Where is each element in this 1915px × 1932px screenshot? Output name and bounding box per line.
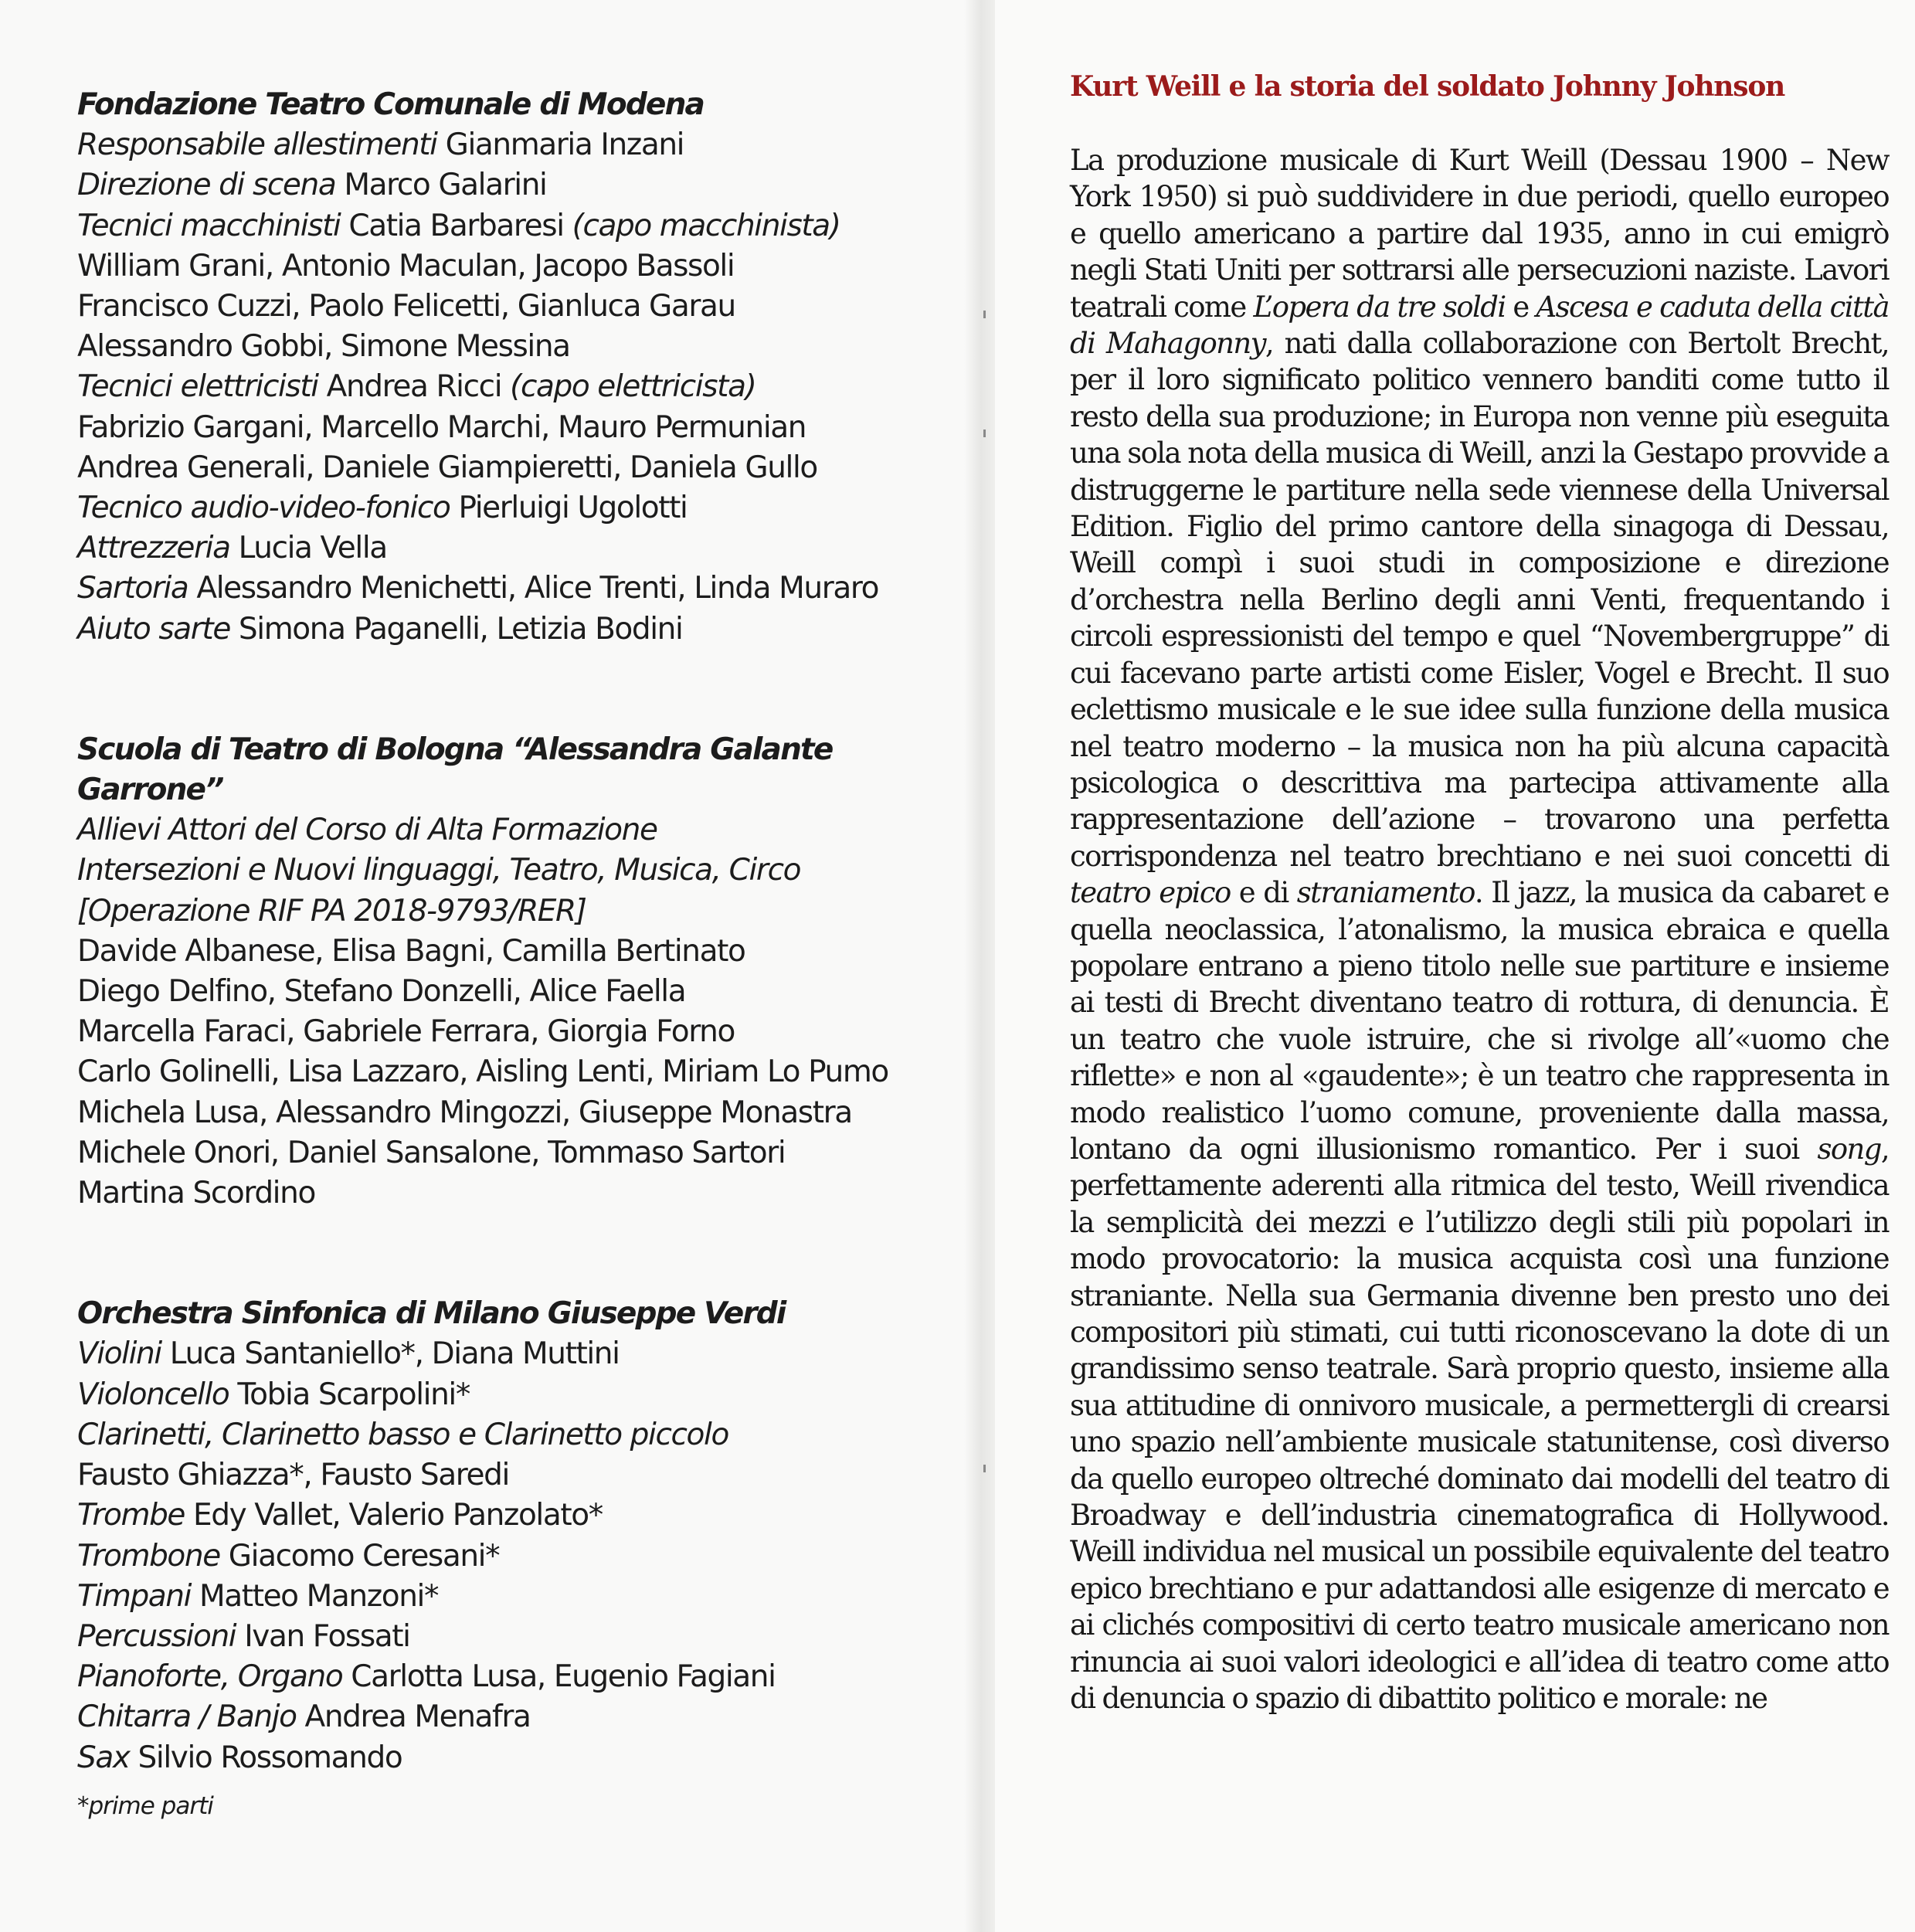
credit-line [77,1738,942,1778]
credit-note: (capo macchinista) [572,208,840,243]
essay-text-run: e di [1230,876,1297,910]
essay-italic-run: teatro epico [1070,876,1231,910]
scan-mark [983,311,986,318]
credit-line [77,1657,942,1697]
credit-names: William Grani, Antonio Maculan, Jacopo Bassoli [77,248,735,284]
credit-names: Davide Albanese, Elisa Bagni, Camilla Bertinato [77,933,745,969]
essay-italic-run: song [1817,1132,1881,1166]
credit-line [77,125,942,165]
credit-role: Allievi Attori del Corso di Alta Formazione [77,813,657,848]
credit-line [77,528,942,569]
credit-role: Timpani [77,1578,192,1614]
credit-role: Tecnici elettricisti [77,369,318,405]
credit-line [77,448,942,488]
credit-line [77,1617,942,1657]
credit-role: Pianoforte, Organo [77,1659,343,1695]
credit-role: Tecnici macchinisti [77,208,341,243]
credit-names: Matteo Manzoni* [191,1578,439,1614]
essay-text-run: e [1505,290,1536,324]
credit-line [77,1375,942,1415]
essay-body [1070,142,1889,1716]
credit-line [77,1496,942,1536]
essay-text-run: , perfettamente aderenti alla ritmica del testo, Weill rivendica la semplicità dei mezzi e l’utilizzo degli stili più popolari in modo provocatorio: la musica acquista così una funzione straniante. Nella sua Germania divenne ben presto uno dei compositori più stimati, cui tutti riconoscevano la dote di un grandissimo senso teatrale. Sarà proprio questo, insieme alla sua attitudine di onnivoro musicale, a permettergli di crearsi uno spazio nell’ambiente musicale statunitense, così diverso da quello europeo oltreché dominato dai modelli del teatro di Broadway e dell’industria cinematografica di Hollywood. Weill individua nel musical un possibile equivalente del teatro epico brechtiano e pur adattandosi alle esigenze di mercato e ai clichés compositivi di certo teatro musicale americano non rinuncia ai suoi valori ideologici e all’idea di teatro come atto di denuncia o spazio di dibattito politico e morale: ne [1070,1132,1889,1716]
credit-names: Andrea Ricci [317,369,511,405]
scan-mark [983,430,986,437]
credit-line [77,287,942,327]
credit-names: Gianmaria Inzani [436,127,684,163]
credit-role: Sax [77,1740,130,1775]
credit-line [77,609,942,650]
credit-names: Martina Scordino [77,1176,315,1211]
credit-role: Trombe [77,1498,185,1533]
credit-names: Simona Paganelli, Letizia Bodini [229,611,683,647]
credits-group [77,1294,942,1778]
credit-names: Francisco Cuzzi, Paolo Felicetti, Gianluca Garau [77,289,735,324]
credit-role: Tecnico audio-video-fonico [77,491,450,526]
credits-column [77,85,942,1859]
credit-role: Attrezzeria [77,531,230,566]
essay-paragraph [1070,142,1889,1716]
credit-role: Chitarra / Banjo [77,1699,297,1735]
credit-names: Ivan Fossati [236,1618,410,1654]
credit-role: Violoncello [77,1377,229,1412]
credit-role: Clarinetti, Clarinetto basso e Clarinetto piccolo [77,1417,728,1452]
credit-line [77,1334,942,1374]
essay-title: Kurt Weill e la storia del soldato Johnny Johnson [1070,70,1785,103]
essay [1070,68,1889,1716]
group-title: Orchestra Sinfonica di Milano Giuseppe Verdi [77,1296,786,1332]
scan-mark [983,1465,986,1472]
credits-group [77,85,942,650]
essay-italic-run: L’opera da tre soldi [1253,290,1506,324]
credit-names: Fausto Ghiazza*, Fausto Saredi [77,1458,509,1493]
credit-role: Sartoria [77,571,188,606]
credit-names: Marcella Faraci, Gabriele Ferrara, Giorgia Forno [77,1014,735,1050]
credit-names: Carlotta Lusa, Eugenio Fagiani [342,1659,776,1695]
credit-names: Fabrizio Gargani, Marcello Marchi, Mauro Permunian [77,409,806,445]
credit-role: Aiuto sarte [77,611,230,647]
credit-line [77,165,942,205]
credit-names: Alessandro Menichetti, Alice Trenti, Linda Muraro [188,571,879,606]
credit-names: Diego Delfino, Stefano Donzelli, Alice Faella [77,974,686,1010]
credit-line [77,1697,942,1737]
credit-role: Trombone [77,1538,220,1574]
credit-line [77,1415,942,1455]
credit-line [77,1577,942,1617]
credit-names: Michela Lusa, Alessandro Mingozzi, Giuseppe Monastra [77,1095,852,1130]
credit-names: Andrea Generali, Daniele Giampieretti, Daniela Gullo [77,450,817,485]
credit-line [77,1052,942,1092]
essay-text-run: , nati dalla collaborazione con Bertolt Brecht, per il loro significato politico vennero banditi come tutto il resto della sua produzione; in Europa non venne più eseguita una sola nota della musica di Weill, anzi la Gestapo provvide a distruggerne le partiture nella sede viennese della Universal Edition. Figlio del primo cantore della sinagoga di Dessau, Weill compì i suoi studi in composizione e direzione d’orchestra nella Berlino degli anni Venti, frequentando i circoli espressionisti del tempo e quel “Novembergruppe” di cui facevano parte artisti come Eisler, Vogel e Brecht. Il suo eclettismo musicale e le sue idee sulla funzione della musica nel teatro moderno – la musica non ha più alcuna capacità psicologica o descrittiva ma partecipa attivamente alla rappresentazione dell’azione – trovarono una perfetta corrispondenza nel teatro brechtiano e nei suoi concetti di [1070,327,1890,873]
credits-group [77,730,942,1214]
credit-names: Alessandro Gobbi, Simone Messina [77,329,570,365]
credit-line [77,1133,942,1173]
essay-text-run: . Il jazz, la musica da cabaret e quella neoclassica, l’atonalismo, la musica ebraica e quella popolare entrano a pieno titolo nelle sue partiture e insieme ai testi di Brecht diventano teatro di rottura, di denuncia. È un teatro che vuole istruire, che si rivolge all’«uomo che riflette» e non al «gaudente»; è un teatro che rappresenta in modo realistico l’uomo comune, proveniente dalla massa, lontano da ogni illusionismo romantico. Per i suoi [1070,876,1889,1166]
credit-line [77,810,942,851]
credit-line [77,246,942,287]
group-title: Scuola di Teatro di Bologna “Alessandra Galante Garrone” [77,732,833,808]
credit-line [77,408,942,448]
credit-role: Responsabile allestimenti [77,127,437,163]
footnote: *prime parti [77,1792,213,1820]
credit-line [77,1536,942,1577]
credit-line [77,1455,942,1496]
credit-line [77,972,942,1012]
credit-line [77,1093,942,1133]
credit-names: Giacomo Ceresani* [219,1538,500,1574]
credit-line [77,327,942,367]
credit-role: [Operazione RIF PA 2018-9793/RER] [77,893,586,929]
essay-italic-run: straniamento [1296,876,1475,910]
page-gutter [964,0,995,1932]
credit-role: Direzione di scena [77,168,336,203]
credit-role: Violini [77,1336,161,1372]
credit-names: Luca Santaniello*, Diana Muttini [161,1336,620,1372]
credit-line [77,569,942,609]
credit-names: Silvio Rossomando [129,1740,402,1775]
credit-names: Carlo Golinelli, Lisa Lazzaro, Aisling Lenti, Miriam Lo Pumo [77,1054,888,1090]
credit-line [77,488,942,528]
credit-names: Andrea Menafra [296,1699,531,1735]
credit-line [77,206,942,246]
essay-italic-run: Ascesa e caduta della città di Mahagonny [1070,290,1889,361]
credit-line [77,891,942,932]
credit-line [77,1012,942,1052]
credit-line [77,932,942,972]
credit-names: Pierluigi Ugolotti [450,491,688,526]
credit-role: Percussioni [77,1618,236,1654]
credit-names: Lucia Vella [229,531,387,566]
essay-text-run: La produzione musicale di Kurt Weill (Dessau 1900 – New York 1950) si può suddividere in due periodi, quello europeo e quello americano a partire dal 1935, anno in cui emigrò negli Stati Uniti per sottrarsi alle persecuzioni naziste. Lavori teatrali come [1070,144,1889,324]
credit-note: (capo elettricista) [510,369,756,405]
credit-names: Tobia Scarpolini* [229,1377,470,1412]
credit-names: Michele Onori, Daniel Sansalone, Tommaso Sartori [77,1135,786,1170]
credit-names: Catia Barbaresi [340,208,572,243]
credit-line [77,1173,942,1214]
credit-names: Marco Galarini [335,168,547,203]
credit-role: Intersezioni e Nuovi linguaggi, Teatro, Musica, Circo [77,853,801,888]
group-title: Fondazione Teatro Comunale di Modena [77,87,705,122]
credit-line [77,851,942,891]
credit-names: Edy Vallet, Valerio Panzolato* [185,1498,603,1533]
credit-line [77,367,942,407]
